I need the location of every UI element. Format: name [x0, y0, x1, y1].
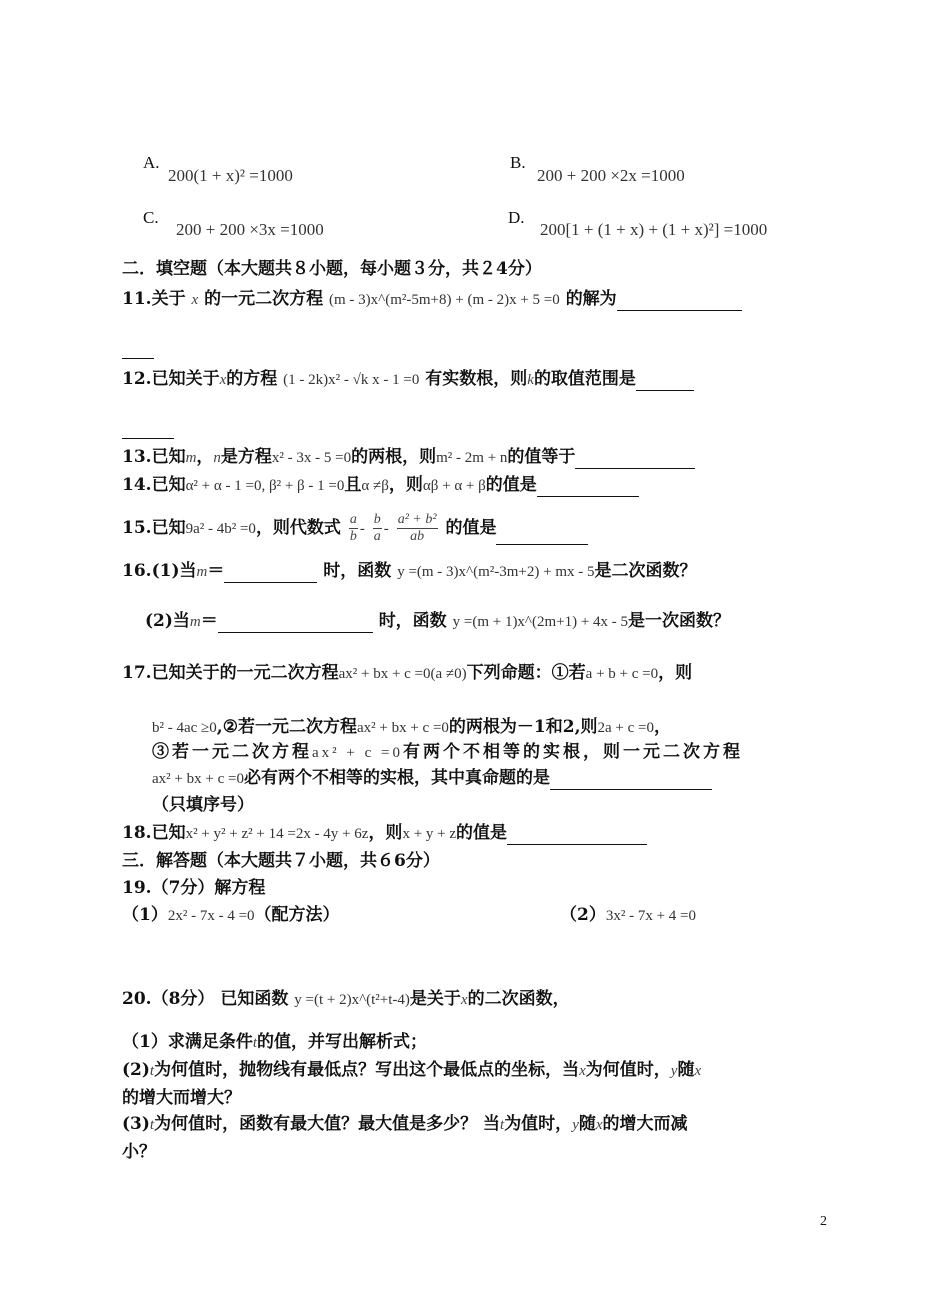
q20-var-y-2: y: [572, 1117, 579, 1133]
q20-function: y =(t + 2)x^(t²+t-4): [294, 992, 410, 1008]
q20-p1-text-2: 的值，并写出解析式；: [257, 1032, 428, 1052]
q16-1-answer-blank[interactable]: [224, 564, 317, 583]
q17-text-7: ③若一元二次方程: [152, 742, 312, 762]
q12-text: 12.已知关于: [122, 369, 220, 389]
q14-text-4: 的值是: [485, 475, 537, 495]
q12-var-k: k: [527, 372, 534, 388]
fraction-b-over-a: $\frac{b}{a}$: [373, 512, 381, 544]
q15-equation: 9a² - 4b² =0: [185, 521, 256, 537]
q19-part-2-label: （2）: [560, 905, 606, 925]
question-13: [122, 446, 695, 469]
q16-var-m: m: [196, 564, 208, 580]
option-b-label: B.: [510, 153, 526, 172]
section-3-heading: 三．解答题（本大题共７小题，共６6分）: [122, 851, 440, 871]
q17-text: 17.已知关于的一元二次方程: [122, 663, 339, 683]
q13-expression: m² - 2m + n: [436, 450, 508, 466]
question-14: [122, 474, 639, 497]
q13-answer-blank[interactable]: [575, 450, 695, 469]
q20-p3-label: (3): [122, 1114, 150, 1134]
q17-text-9: 必有两个不相等的实根，其中真命题的是: [243, 768, 550, 788]
q17-text-4: ,②若一元二次方程: [216, 717, 357, 737]
q16-text-4: (2)当: [145, 611, 190, 631]
question-17-line-3: [152, 741, 743, 764]
q19-part-1-label: （1）: [122, 905, 168, 925]
q13-var-n: n: [213, 450, 221, 466]
option-d-expr: 200[1 + (1 + x) + (1 + x)²] =1000: [540, 220, 768, 239]
question-20: [122, 988, 570, 1011]
q14-expression: αβ + α + β: [422, 478, 486, 494]
q15-text-2: ，则代数式: [255, 518, 341, 538]
q17-answer-blank[interactable]: [550, 771, 712, 790]
q12-answer-blank-cont[interactable]: [122, 420, 174, 439]
q16-text-5: 时，函数: [378, 611, 447, 631]
q12-var: x: [219, 372, 227, 388]
q20-p3-text-3: 随: [578, 1114, 596, 1134]
q13-var-m: m: [185, 450, 197, 466]
q20-var-y: y: [670, 1063, 678, 1079]
q17-text-6: ，: [653, 717, 671, 737]
option-c-label: C.: [143, 208, 159, 227]
q13-sep: ，: [196, 447, 214, 467]
q20-var-t: t: [252, 1035, 258, 1051]
q17-discriminant: b² - 4ac ≥0: [152, 720, 217, 736]
q17-condition: a + b + c =0: [585, 666, 659, 682]
question-20-part-2-cont: 的增大而增大？: [122, 1088, 241, 1108]
option-a-expr: 200(1 + x)² =1000: [168, 166, 293, 185]
question-12: [122, 368, 694, 391]
q14-text-2: 且: [344, 475, 362, 495]
q20-p2-text: 为何值时，抛物线有最低点？写出这个最低点的坐标，当: [154, 1060, 580, 1080]
question-20-part-3-cont: 小？: [122, 1142, 156, 1162]
q20-text-3: 的二次函数，: [467, 989, 570, 1009]
q12-answer-blank[interactable]: [636, 372, 694, 391]
q17-equation-2: ax² + bx + c =0: [356, 720, 449, 736]
q17-text-8: 有两个不相等的实根，则一元二次方程: [402, 742, 743, 762]
question-17-line-4: [152, 767, 712, 790]
fraction-sum-over-ab: $\frac{\text{a² + b²}}{ab}$: [397, 512, 437, 544]
q11-text: 11.关于: [122, 289, 186, 309]
question-16-part-1: [122, 560, 697, 583]
question-20-part-1: [122, 1031, 427, 1054]
question-11: [122, 288, 742, 311]
q13-text-3: 的两根，则: [351, 447, 437, 467]
q20-var-x: x: [460, 992, 468, 1008]
q19-method: （配方法）: [254, 905, 340, 925]
q19-equation-2: 3x² - 7x + 4 =0: [605, 908, 697, 924]
option-c-expr: 200 + 200 ×3x =1000: [176, 220, 324, 239]
question-20-part-2: [122, 1059, 701, 1082]
q16-function-2: y =(m + 1)x^(2m+1) + 4x - 5: [452, 614, 629, 630]
q17-text-5: 的两根为－1和2,则: [448, 717, 598, 737]
q16-2-answer-blank[interactable]: [218, 614, 373, 633]
question-16-part-2: [145, 610, 730, 633]
q19-equation-1: 2x² - 7x - 4 =0: [167, 908, 255, 924]
q16-text-6: 是一次函数？: [628, 611, 731, 631]
q18-equation: x² + y² + z² + 14 =2x - 4y + 6z: [185, 826, 369, 842]
q17-relation: 2a + c =0: [597, 720, 654, 736]
q14-equations: α² + α - 1 =0, β² + β - 1 =0: [185, 478, 345, 494]
fraction-a-over-b: $\frac{a}{b}$: [349, 512, 357, 544]
q14-text-3: ，则: [388, 475, 423, 495]
q12-text-4: 的取值范围是: [533, 369, 636, 389]
q13-text-2: 是方程: [220, 447, 272, 467]
q13-text: 13.已知: [122, 447, 186, 467]
q12-text-3: 有实数根，则: [425, 369, 528, 389]
q20-text-2: 是关于: [409, 989, 461, 1009]
q18-text-3: 的值是: [456, 823, 508, 843]
q11-var: x: [191, 292, 199, 308]
q16-var-m-2: m: [189, 614, 201, 630]
q20-text: 20.（8分） 已知函数: [122, 989, 289, 1009]
q20-p3-text-4: 的增大而减: [602, 1114, 688, 1134]
q16-text-2: 时，函数: [323, 561, 392, 581]
q11-text-3: 的解为: [565, 289, 617, 309]
q14-condition: α ≠β: [361, 478, 389, 494]
question-17-line-1: [122, 662, 692, 685]
q15-answer-blank[interactable]: [496, 526, 588, 545]
q20-var-x-3: x: [694, 1063, 702, 1079]
q13-text-4: 的值等于: [507, 447, 576, 467]
section-2-heading: 二．填空题（本大题共８小题，每小题３分，共２4分）: [122, 259, 542, 279]
q20-p3-text: 为何值时，函数有最大值？最大值是多少？ 当: [154, 1114, 501, 1134]
q17-equation-3: ax² + c =0: [312, 745, 403, 761]
q20-var-t-4: t: [500, 1117, 505, 1133]
q11-text-2: 的一元二次方程: [204, 289, 324, 309]
q17-note: （只填序号）: [152, 795, 254, 815]
q20-p2-text-2: 为何值时，: [585, 1060, 671, 1080]
q18-expression: x + y + z: [402, 826, 457, 842]
option-a-label: A.: [143, 153, 160, 172]
q20-var-t-3: t: [149, 1117, 155, 1133]
q11-answer-blank[interactable]: [617, 292, 742, 311]
q20-p2-label: (2): [122, 1060, 150, 1080]
q20-p2-text-3: 随: [677, 1060, 695, 1080]
page-number: 2: [820, 1214, 827, 1229]
q16-text: 16.(1)当: [122, 561, 197, 581]
q17-text-3: ，则: [658, 663, 693, 683]
q18-answer-blank[interactable]: [507, 826, 647, 845]
q14-text: 14.已知: [122, 475, 186, 495]
question-19: 19.（7分）解方程: [122, 878, 266, 898]
q20-p3-text-2: 为值时，: [504, 1114, 573, 1134]
q16-eq-2: ＝: [200, 611, 218, 631]
q15-text: 15.已知: [122, 518, 186, 538]
option-b-expr: 200 + 200 ×2x =1000: [537, 166, 685, 185]
option-d-label: D.: [508, 208, 525, 227]
q12-text-2: 的方程: [226, 369, 278, 389]
q20-p1-text: （1）求满足条件: [122, 1032, 253, 1052]
q13-equation: x² - 3x - 5 =0: [271, 450, 352, 466]
q15-text-3: 的值是: [445, 518, 497, 538]
q18-text-2: ，则: [368, 823, 403, 843]
question-19-part-2: [560, 904, 696, 927]
q14-answer-blank[interactable]: [537, 478, 639, 497]
q20-var-x-4: x: [595, 1117, 603, 1133]
question-19-part-1: [122, 904, 340, 927]
q18-text: 18.已知: [122, 823, 186, 843]
q17-equation: ax² + bx + c =0(a ≠0): [338, 666, 467, 682]
question-18: [122, 822, 647, 845]
q16-text-3: 是二次函数？: [594, 561, 697, 581]
q17-text-2: 下列命题：①若: [466, 663, 586, 683]
q16-eq: ＝: [207, 561, 225, 581]
question-17-line-2: [152, 716, 671, 739]
q20-var-t-2: t: [149, 1063, 155, 1079]
q16-function-1: y =(m - 3)x^(m²-3m+2) + mx - 5: [397, 564, 595, 580]
q20-var-x-2: x: [579, 1063, 586, 1079]
question-15: 15.已知9a² - 4b² =0，则代数式 $\frac{a}{b}$ - $\frac{b}{a}$ - $\frac{\text{a² + b²}}{ab}$ 的值是: [122, 512, 588, 545]
q17-equation-4: ax² + bx + c =0: [152, 771, 244, 787]
q12-equation: (1 - 2k)x² - √k x - 1 =0: [283, 372, 420, 388]
q11-answer-blank-cont[interactable]: [122, 340, 154, 359]
q11-equation: (m - 3)x^(m²-5m+8) + (m - 2)x + 5 =0: [329, 292, 560, 308]
question-20-part-3: [122, 1113, 688, 1136]
